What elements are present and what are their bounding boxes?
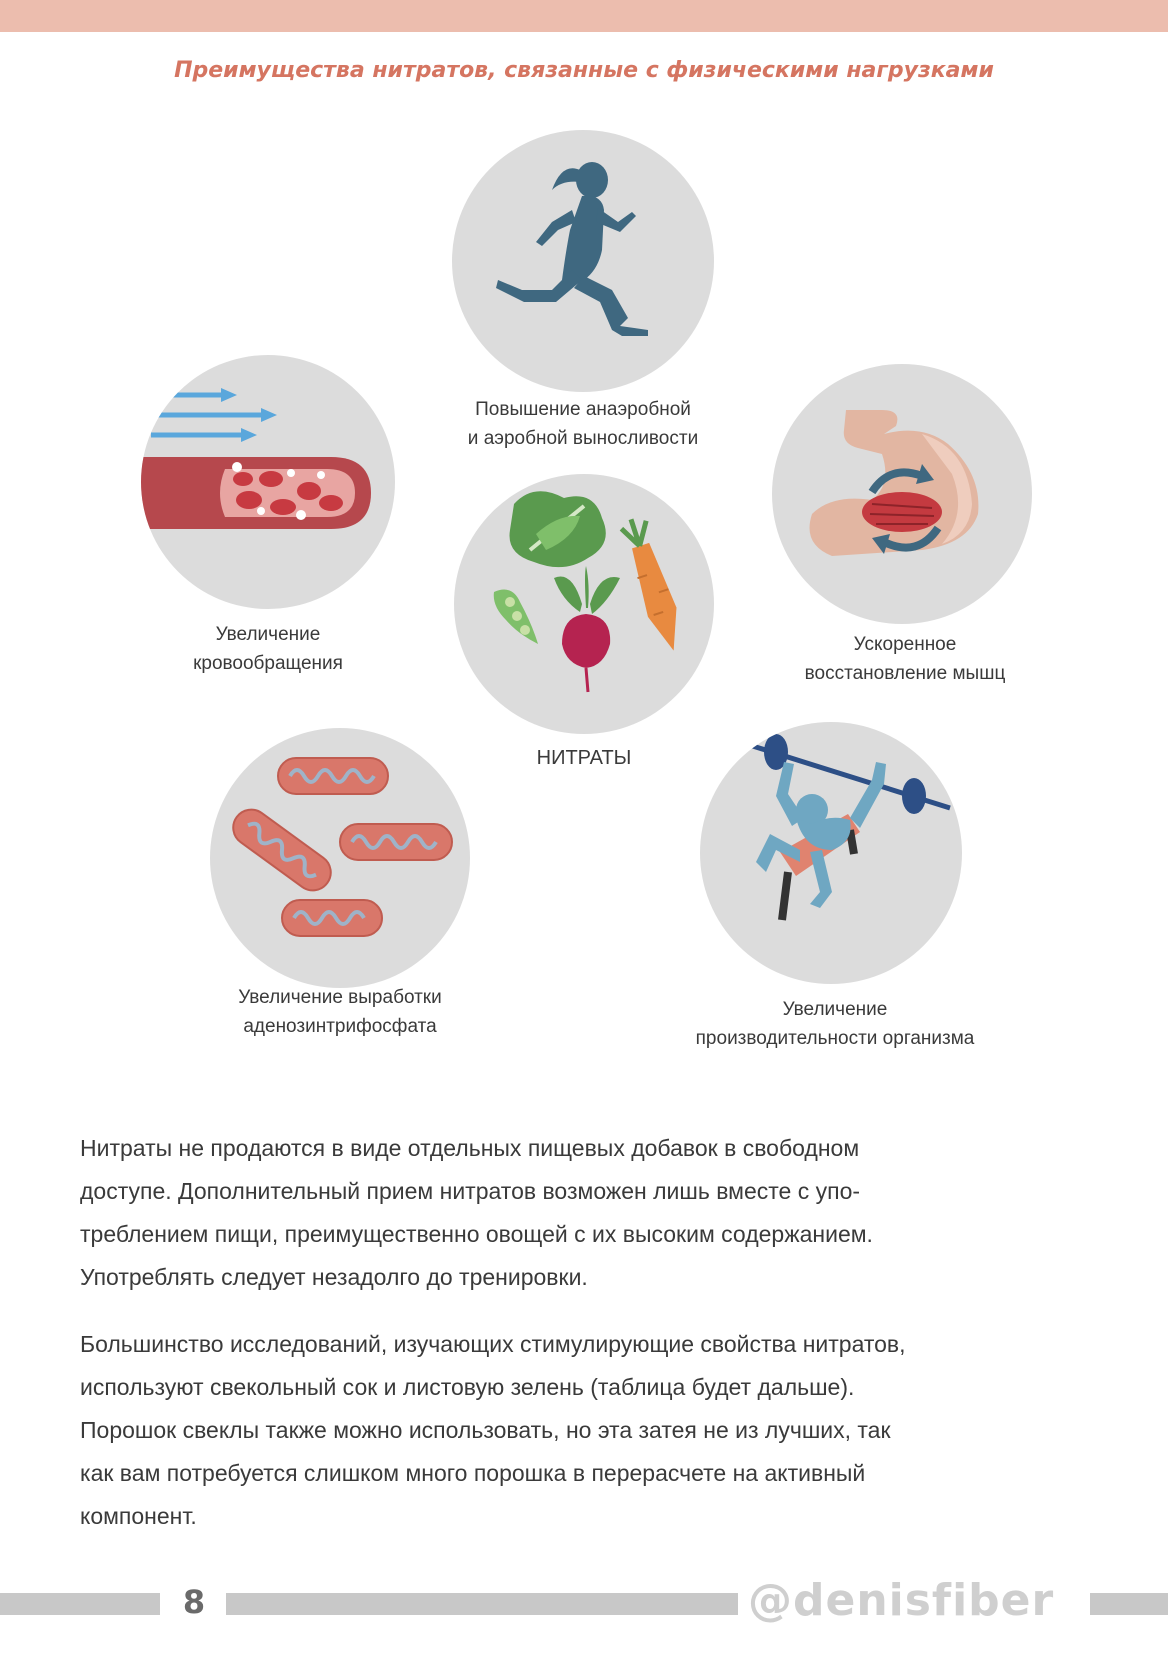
mitochondria-icon (210, 728, 470, 988)
circulation-caption: Увеличение кровообращения (193, 624, 343, 674)
page-title: Преимущества нитратов, связанные с физическими нагрузками (174, 58, 994, 83)
nitrates-circle (454, 474, 714, 734)
endurance-circle (452, 130, 714, 392)
top-band (0, 0, 1168, 32)
recovery-caption: Ускоренное восстановление мышц (804, 634, 1006, 684)
endurance-caption: Повышение анаэробной и аэробной выносливости (467, 399, 699, 449)
footer-bar-right (1090, 1593, 1168, 1615)
circulation-circle (141, 355, 395, 609)
paragraph-2: Большинство исследований, изучающих стимулирующие свойства нитратов, используют свекольный сок и листовую зелень (таблица будет дальше). Порошок свеклы также можно использовать, но эта затея не из лучших, так как вам потребуется слишком много порошка в перерасчете на активный компонент. (80, 1331, 906, 1529)
performance-circle (700, 722, 962, 984)
atp-circle (210, 728, 470, 988)
performance-caption: Увеличение производительности организма (695, 999, 975, 1049)
footer-handle: @denisfiber (748, 1575, 1055, 1626)
vegetables-icon (454, 474, 714, 734)
nitrates-label: НИТРАТЫ (536, 747, 632, 769)
footer-bar-middle (226, 1593, 738, 1615)
atp-caption: Увеличение выработки аденозинтрифосфата (238, 987, 442, 1037)
footer-bar-left (0, 1593, 160, 1615)
blood-vessel-icon (141, 355, 395, 609)
page-number: 8 (182, 1583, 206, 1621)
bench-press-icon (700, 722, 962, 984)
runner-icon (452, 130, 714, 392)
paragraph-1: Нитраты не продаются в виде отдельных пищевых добавок в свободном доступе. Дополнительный прием нитратов возможен лишь вместе с упо- треблением пищи, преимущественно овощей с их высоким содержанием. Употреблять следует незадолго до тренировки. (80, 1135, 873, 1290)
muscle-arm-icon (772, 364, 1032, 624)
recovery-circle (772, 364, 1032, 624)
